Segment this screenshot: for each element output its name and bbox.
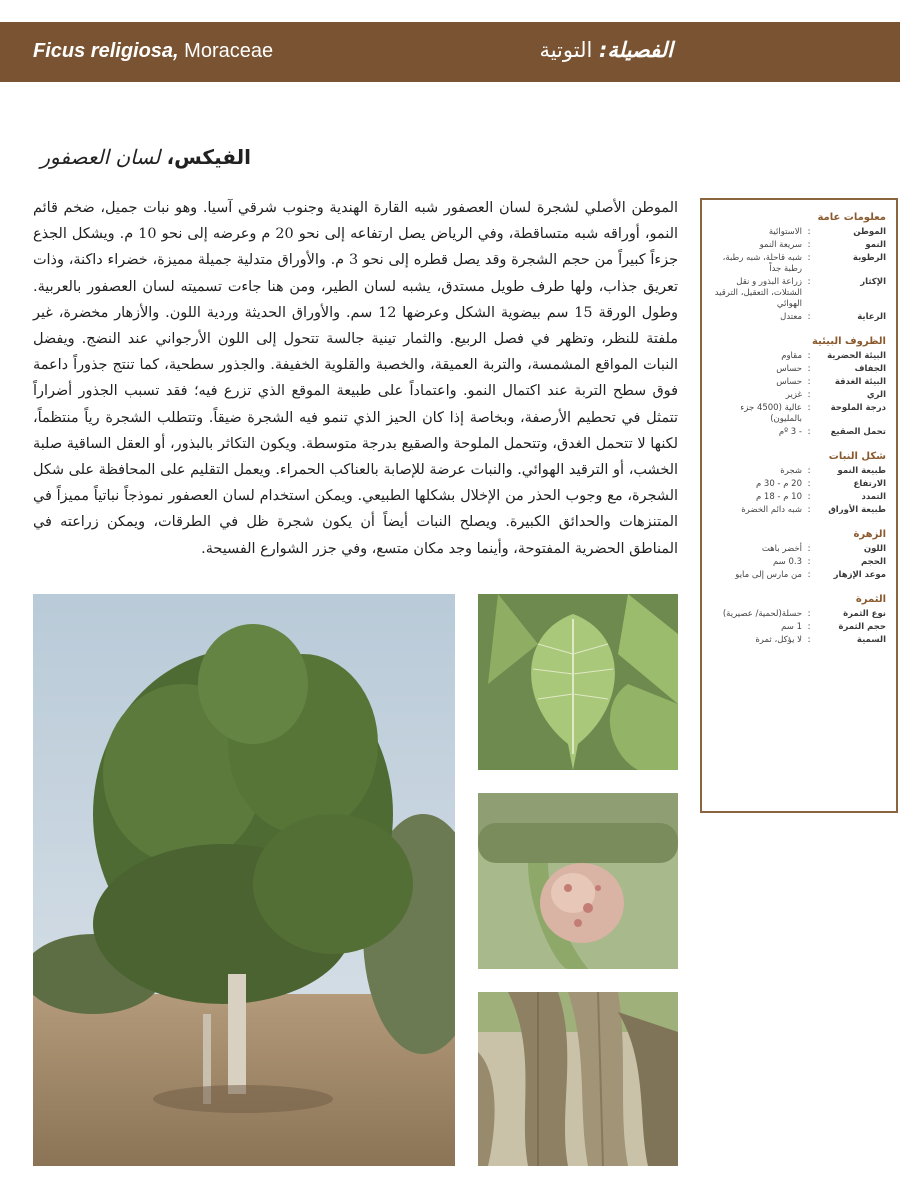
info-row [702, 608, 896, 621]
info-row-label: طبيعة النمو [837, 466, 886, 476]
info-row-label: التمدد [861, 492, 886, 502]
info-row-value: سريعة النمو [759, 240, 802, 250]
family-heading [539, 38, 673, 62]
info-row-value: شبه قاحلة، شبه رطبة، رطبة جداً [722, 253, 802, 274]
fruit-photo-image [478, 793, 678, 969]
info-row [702, 465, 896, 478]
info-row-label: الموطن [853, 227, 886, 237]
info-row-label: الحجم [860, 557, 886, 567]
description-paragraph: الموطن الأصلي لشجرة لسان العصفور شبه القارة الهندية وجنوب شرقي آسيا. وهو نبات جميل، ضخم قائم النمو، أوراقه شبه متساقطة، وفي الرياض يصل ارتفاعه إلى نحو 20 م وعرضه إلى نحو 10 م. ويشكل الجذع جزءاً كبيراً من حجم الشجرة وقد يصل قطره إلى نحو 3 م. والأوراق متدلية جميلة مميزة، خضراء داكنة، وذات تعريق جذاب، ولها طرف طويل مستدق، يشبه لسان الطير، ومن هنا جاءت تسميته لسان العصفور بالعربية. وطول الورقة 15 سم بيضوية الشكل وعرضها 12 سم. والأوراق الحديثة وردية اللون. والأزهار مخضرة، غير ملفتة للنظر، وتظهر في فصل الربيع. والثمار تينية جالسة تتحول إلى اللون الأرجواني عند النضج. ويفضل النبات المواقع المشمسة، والتربة العميقة، والخصبة والقلوية الخفيفة. والجذور سطحية، كما تنتج جذوراً داعمة فوق سطح التربة عند اكتمال النمو. واعتماداً على طبيعة الموقع الذي تزرع فيه؛ فقد تسبب الجذور أضراراً تتمثل في تحطيم الأرصفة، وبخاصة إذا كان الحيز الذي تنمو فيه الشجرة ضيقاً. وتتطلب الشجرة رياً منتظماً، لكنها لا تتحمل الغدق، وتتحمل الملوحة والصقيع بدرجة متوسطة. ويكون التكاثر بالبذور، أو العقل الساقية صلبة الخشب، أو الترقيد الهوائي. والنبات عرضة للإصابة بالعناكب الحمراء. ويعمل التقليم على المحافظة على شكل الشجرة، مع وجوب الحذر من الإخلال بشكلها الطبيعي. ويمكن استخدام لسان العصفور نموذجاً نباتياً مميزاً في المتنزهات والحدائق الكبيرة. ويصلح النبات أيضاً أن يكون شجرة ظل في الطرقات، ويمكن زراعته في المناطق الحضرية المفتوحة، وأينما وجد مكان متسع، وفي جزر الشوارع الفسيحة. [33, 200, 679, 557]
info-row-label: طبيعة الأوراق [828, 505, 886, 515]
info-row-value: غزير [785, 390, 802, 400]
info-row [702, 350, 896, 363]
fruit-photo [478, 793, 678, 969]
info-row-label: الرطوبة [852, 253, 886, 263]
info-row [702, 311, 896, 324]
info-section-title: معلومات عامة [817, 212, 886, 223]
leaf-photo-image [478, 594, 678, 770]
info-section [702, 445, 896, 517]
latin-name: Ficus religiosa, [33, 40, 179, 62]
page-title [40, 145, 251, 169]
info-row [702, 569, 896, 582]
info-row [702, 556, 896, 569]
info-row-label: الارتفاع [853, 479, 886, 489]
info-row-label: البيئة الحضرية [827, 351, 886, 361]
info-row-value: مقاوم [781, 351, 802, 361]
info-section [702, 588, 896, 647]
info-row-sep: : [807, 427, 811, 437]
info-row-label: حجم الثمرة [838, 622, 886, 632]
info-row [702, 252, 896, 276]
info-row [702, 239, 896, 252]
info-row-sep: : [807, 622, 811, 632]
info-row-value: حساس [776, 377, 802, 387]
info-row-value: حسلة(لحمية/ عصيرية) [722, 609, 802, 619]
info-row [702, 363, 896, 376]
info-row-label: تحمل الصقيع [830, 427, 886, 437]
info-row-sep: : [807, 312, 811, 322]
info-row [702, 504, 896, 517]
info-row-sep: : [807, 609, 811, 619]
info-row-sep: : [807, 390, 811, 400]
scientific-name [33, 40, 273, 63]
info-row-label: الجفاف [854, 364, 886, 374]
info-row-sep: : [807, 635, 811, 645]
info-row [702, 226, 896, 239]
title-secondary: لسان العصفور [40, 145, 167, 169]
info-section [702, 330, 896, 439]
latin-family: Moraceae [178, 40, 274, 62]
info-row-label: السمية [856, 635, 886, 645]
info-row-sep: : [807, 544, 811, 554]
info-row [702, 276, 896, 311]
info-row [702, 491, 896, 504]
info-section-title: الثمرة [855, 594, 886, 605]
info-row-sep: : [807, 240, 811, 250]
info-row-value: شجرة [780, 466, 802, 476]
info-row-label: اللون [863, 544, 886, 554]
info-row-value: شبه دائم الخضرة [741, 505, 802, 515]
info-row-label: البيئة الغدقة [834, 377, 886, 387]
info-row-label: نوع الثمرة [843, 609, 886, 619]
info-row-label: النمو [865, 240, 886, 250]
info-row [702, 426, 896, 439]
info-section [702, 523, 896, 582]
info-row-sep: : [807, 505, 811, 515]
info-row-sep: : [807, 570, 811, 580]
info-row-value: لا يؤكل، ثمرة [755, 635, 802, 645]
title-primary: الفيكس، [166, 145, 251, 169]
info-section-title: الظروف البيئية [811, 336, 886, 347]
info-section-title: الزهرة [853, 529, 886, 540]
leaf-photo [478, 594, 678, 770]
info-row-sep: : [807, 492, 811, 502]
info-box [700, 198, 898, 813]
info-row [702, 478, 896, 491]
info-row-label: درجة الملوحة [830, 403, 886, 413]
info-row-sep: : [807, 277, 811, 287]
info-row-value: الاستوائية [768, 227, 802, 237]
info-row-value: أخضر باهت [761, 544, 802, 554]
info-row-value: عالية (4500 جزء بالمليون) [740, 403, 802, 424]
info-row-value: 20 م - 30 م [755, 479, 802, 489]
info-row-sep: : [807, 377, 811, 387]
info-row-sep: : [807, 466, 811, 476]
info-row-value: 0.3 سم [772, 557, 802, 567]
info-section-title: شكل النبات [828, 451, 886, 462]
info-row-sep: : [807, 227, 811, 237]
info-row-sep: : [807, 557, 811, 567]
info-row-sep: : [807, 403, 811, 413]
info-row-label: موعد الإزهار [833, 570, 886, 580]
info-row [702, 389, 896, 402]
info-row [702, 543, 896, 556]
info-row-value: زراعة البذور و نقل الشتلات، التعقيل، الترقيد الهوائي [714, 277, 802, 309]
info-row-sep: : [807, 351, 811, 361]
tree-photo [33, 594, 455, 1166]
info-row-label: الإكثار [860, 277, 886, 287]
info-row [702, 376, 896, 389]
info-row-value: 1 سم [781, 622, 802, 632]
info-row-label: الري [866, 390, 886, 400]
family-value: التوتية [539, 38, 599, 62]
info-row [702, 634, 896, 647]
info-row-label: الرعاية [857, 312, 886, 322]
info-row-value: معتدل [780, 312, 802, 322]
info-row-value: حساس [776, 364, 802, 374]
info-row-value: - 3 ºم [778, 427, 802, 437]
info-row-value: 10 م - 18 م [755, 492, 802, 502]
tree-photo-image [33, 594, 455, 1166]
info-row-value: من مارس إلى مايو [735, 570, 802, 580]
info-section [702, 206, 896, 324]
trunk-photo [478, 992, 678, 1166]
info-row [702, 621, 896, 634]
info-row-sep: : [807, 479, 811, 489]
info-row-sep: : [807, 364, 811, 374]
family-label: الفصيلة: [598, 38, 673, 62]
info-row-sep: : [807, 253, 811, 263]
trunk-photo-image [478, 992, 678, 1166]
info-row [702, 402, 896, 426]
